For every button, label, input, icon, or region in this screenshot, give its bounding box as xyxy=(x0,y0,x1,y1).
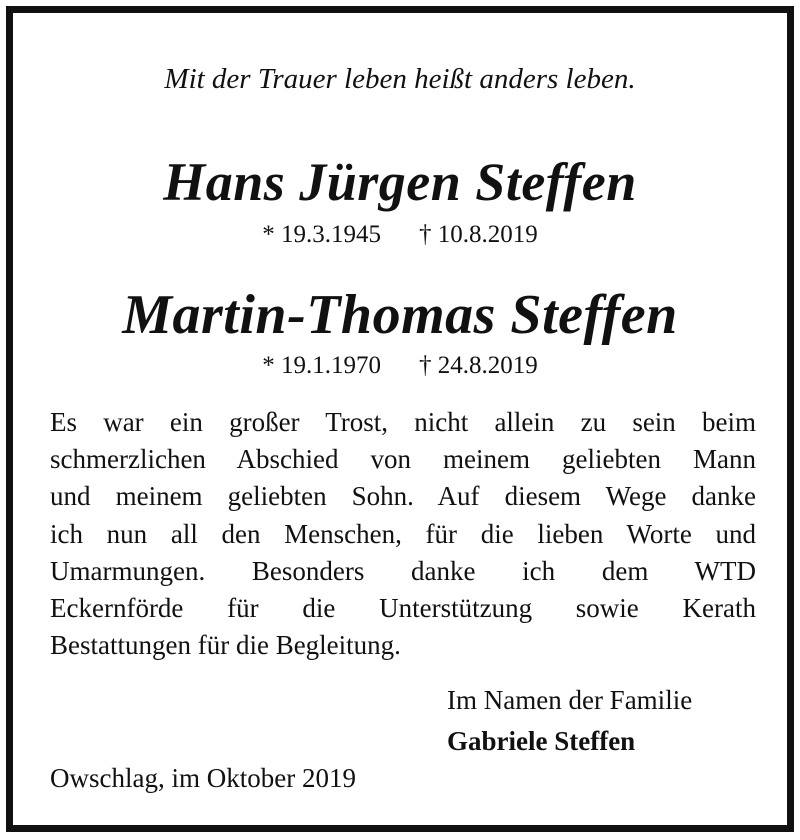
motto: Mit der Trauer leben heißt anders leben. xyxy=(164,63,636,95)
thank-you-line: Eckernförde für die Unterstützung sowie Kerath xyxy=(50,592,756,623)
thank-you-line: ich nun all den Menschen, für die lieben Worte und xyxy=(50,518,756,549)
death-date-2: † 24.8.2019 xyxy=(419,352,538,379)
birth-date-2: * 19.1.1970 xyxy=(262,352,381,379)
thank-you-text xyxy=(50,404,756,664)
signature-name: Gabriele Steffen xyxy=(447,726,636,756)
thank-you-line: Es war ein großer Trost, nicht allein zu sein beim xyxy=(50,407,756,437)
deceased-dates-1 xyxy=(13,221,787,249)
thank-you-line: und meinem geliebten Sohn. Auf diesem Wege danke xyxy=(50,481,756,512)
deceased-name-1: Hans Jürgen Steffen xyxy=(163,152,637,212)
place-date: Owschlag, im Oktober 2019 xyxy=(50,763,356,793)
death-date-1: † 10.8.2019 xyxy=(419,221,538,248)
thank-you-line: Umarmungen. Besonders danke ich dem WTD xyxy=(50,555,756,586)
signature-intro: Im Namen der Familie xyxy=(447,685,693,715)
obituary-frame xyxy=(6,6,794,832)
birth-date-1: * 19.3.1945 xyxy=(262,221,381,248)
deceased-name-2: Martin-Thomas Steffen xyxy=(122,284,678,346)
thank-you-line: schmerzlichen Abschied von meinem geliebten Mann xyxy=(50,444,756,475)
deceased-dates-2 xyxy=(13,352,787,380)
thank-you-line: Bestattungen für die Begleitung. xyxy=(50,630,401,661)
